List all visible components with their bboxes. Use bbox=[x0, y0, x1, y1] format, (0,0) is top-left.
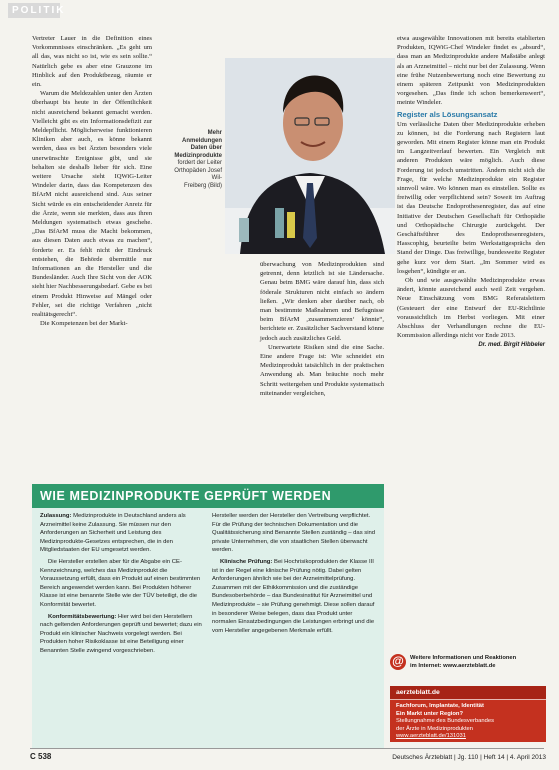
box-term: Konformitätsbewertung: bbox=[48, 613, 117, 620]
box-text: Medizinprodukte in Deutschland anders als Arzneimittel keine Zulassung. Sie müssen nur den Anforderungen an Sicherheit und Leistung des Medizinprodukte-Gesetzes entsprechen, die in den Mitgliedstaaten der EU umgesetzt werden. bbox=[40, 513, 186, 554]
paragraph: überwachung von Medizinprodukten sind getrennt, denn letztlich ist sie Ländersache. Genau beim BMG wäre darauf hin, dass sich föderale Strukturen nicht einfach so ändern ließen. „Wir denken aber darüber nach, ob man bestimmte Maßnahmen und Befugnisse beim BfArM ‚zusammenzieren‘ könnte“, berichtete er. Zusätzlicher Sachverstand könne jedoch auch zusätzliches Geld. bbox=[260, 261, 384, 342]
paragraph: Um verlässliche Daten über Medizinprodukte erheben zu können, ist die Forderung nach Registern laut geworden. Mit einem Register könne man ein Produkt im Langzeitverlauf bewerten. Ein Vergleich mit anderen Produkten wäre möglich. Auch diese Forderung ist jedoch umstritten. Ändern nicht sich die Frage, für welche Medizinprodukte ein Register sinnvoll wäre. Wo können man es einstellen. Sollte es freiwillig oder verpflichtend sein? Soweit im Auftrag ist das Deutsche Endoprothesenregister, das auf eine Initiative der Deutschen Gesellschaft für Orthopädie und Orthopädische Chirurgie zurückgeht. Der Geschäftsführer des Endoprothesenregisters, Hasscophig, beurteilte beim Werkstattgesprächs den Stand der Dinge. Das freiwillige, bundesweite Register gehe kurz vor dem Start. „Im Sommer wird es losgehen“, kündigte er an. bbox=[397, 120, 545, 275]
online-box-line: Fachforum, Implantate, Identität bbox=[396, 703, 484, 709]
caption-line: Medizinprodukte bbox=[174, 152, 222, 159]
online-hint-line: Weitere Informationen und Reaktionen bbox=[410, 655, 517, 661]
paragraph: Ob und wie ausgewählte Medizinprodukte erwas ändert, könnte ausreichend auch weil Zeit vergehen. Neue Einschätzung vom BMG Referatsleitern (Gesteuert der eine Entwurf der EU-Richtlinie voraussichtlich im Herbst vorliegen. Mit einer Abschluss der Verhandlungen rechne die EU-Kommission allerdings nicht vor Ende 2013. bbox=[397, 277, 545, 340]
box-paragraph bbox=[212, 512, 376, 555]
online-box-title: aerzteblatt.de bbox=[390, 686, 546, 700]
journal-footer: Deutsches Ärzteblatt | Jg. 110 | Heft 14 | 4. April 2013 bbox=[392, 754, 546, 761]
caption-line: Daten über bbox=[190, 145, 222, 151]
author-byline: Dr. med. Birgit Hibbeler bbox=[478, 341, 545, 348]
info-box-column-right bbox=[212, 512, 376, 635]
box-text: Hersteller werden der Hersteller den Vertreibung verpflichtet. Für die Prüfung der technischen Dokumentation und die Qualitätssicherung sind Benannte Stellen zuständig – das sind private Unternehmen, die von staatlichen Stellen überwacht werden. bbox=[212, 513, 376, 554]
online-hint[interactable] bbox=[410, 655, 546, 670]
box-paragraph bbox=[40, 558, 204, 610]
caption-line: Orthopäden Josef Wil- bbox=[174, 167, 222, 181]
section-tag: POLITIK bbox=[8, 3, 60, 18]
paragraph: Unerwartete Risiken sind die eine Sache. Eine andere Frage ist: Wie schneidet ein Medizinprodukt tatsächlich in der praktischen Anwendung ab. Man bräuchte noch mehr Schritt weitergehen und Produkte systematisch miteinander vergleichen, bbox=[260, 343, 384, 397]
info-box-column-left bbox=[40, 512, 204, 656]
article-column-2 bbox=[260, 260, 384, 398]
online-box bbox=[390, 686, 546, 742]
paragraph: Warum die Meldezahlen unter den Ärzten überhaupt bis heute in der Öffentlichkeit nicht ausreichend bekannt gemacht werden. Vielleicht gibt es ein Informationsdefizit zur Meldepflicht. Möglicherweise funktionieren Kliniken aber auch, es könne bekannt werden, dass es bei Ärzten besonders viele unerwünschte Ereignisse gibt, und sie behalten sie deshalb lieber für sich. Eine weitere Ursache sieht IQWiG-Leiter Windeler darin, dass das Kompetenzen des BfArM nicht ausreichend sind. Aus seiner Sicht würde es ein entscheidender Anreiz für die Ärzte, wenn sie merkten, dass aus ihren Meldungen systematisch etwas geschehe. „Das BfArM muss die Macht bekommen, aus diesen Daten auch etwas zu machen“, forderte er. Es fehlt nicht der Eindruck entstehen, die Behörde übermittle nur Informationen an die Hersteller und die Bundesländer. Auch Ihre Sicht von der AOK sieht hier Nachbesserungsbedarf. Gebe es bei einem Produkt Hinweise auf Mängel oder Fehler, sei die richtige Verfahren „nicht realitätsgerecht“. bbox=[32, 90, 152, 319]
box-term: Zulassung: bbox=[40, 513, 72, 519]
box-text: Die Hersteller erstellen aber für die Abgabe ein CE-Kennzeichnung, welches das Medizinprodukt die Voraussetzung erfüllt, dass ein Produkt auf einen bestimmten Bereich angewendet werden kann. Bei Produkten höherer Klasse ist eine benannte Stelle wie der TÜV beteiligt, die die Konformität bewertet. bbox=[40, 558, 201, 608]
caption-line: fordert der Leiter bbox=[177, 160, 222, 166]
box-paragraph bbox=[212, 558, 376, 635]
box-text: Bei Hochrisikoprodukten der Klasse III ist in der Regel eine klinische Prüfung nötig. Dabei gelten Anforderungen ähnlich wie bei der Arzneimittelprüfung. Zusammen mit der Ethikkommission und die zuständige Bundesoberbehörde – das Bundesinstitut für Arzneimittel und Medizinprodukte – sie Prüfung genehmigt. Diese sollen darauf in besonderer Weise belegen, dass das Produkt unter normalen Einsatzbedingungen die Leistungen erbringt und die vom Hersteller angegebenen Merkmale erfüllt. bbox=[212, 558, 375, 634]
online-box-line: Stellungnahme des Bundesverbandes bbox=[396, 718, 494, 724]
online-box-text bbox=[390, 700, 546, 744]
caption-line: Mehr Anmeldungen bbox=[182, 130, 222, 144]
article-column-1 bbox=[32, 34, 152, 329]
box-term: Klinische Prüfung: bbox=[220, 558, 273, 565]
portrait-illustration bbox=[225, 58, 395, 254]
paragraph: Die Kompetenzen bei der Markt- bbox=[40, 320, 128, 328]
article-column-3 bbox=[397, 34, 545, 350]
caption-line: Freiberg (Bild) bbox=[183, 182, 222, 189]
box-text: Hier wird bei den Herstellern nach geltenden Anforderungen geprüft und bewertet; dazu ein Produkt ein klinischer Nachweis vorgelegt werden. Bei Produkten hoher Risikoklasse ist eine Beteiligung einer Benannten Stelle zwingend vorgeschrieben. bbox=[40, 613, 202, 654]
paragraph: Vertreter Lauer in die Definition eines Vorkommnisses einschränken. „Es geht um all das, was nicht so ist, wie es sein sollte.“ Natürlich gebe es aber eine Grauzone im Hinblick auf den Produktbezug, räumte er ein. bbox=[32, 35, 152, 89]
box-paragraph bbox=[40, 613, 204, 656]
info-box-body bbox=[32, 512, 384, 748]
online-box-link[interactable]: www.aerzteblatt.de/131031 bbox=[396, 733, 466, 739]
online-hint-line: im Internet: www.aerzteblatt.de bbox=[410, 662, 496, 669]
footer-rule bbox=[30, 748, 544, 749]
online-box-line: Ein Markt unter Region? bbox=[396, 710, 463, 717]
page-number: C 538 bbox=[30, 752, 52, 761]
photo-caption bbox=[172, 130, 222, 190]
online-box-line: der Ärzte in Medizinprodukten bbox=[396, 725, 474, 732]
paragraph: etwa ausgewählte Innovationen mit bereits etablierten Produkten, IQWiG-Chef Windeler findet es „absurd“, dass man an Medizinprodukte andere Maßstäbe anlegt als an Arzneimittel – nicht nur bei der Zulassung. Wenn eine frühe Nutzenbewertung noch eine Bewertung zu einem späteren Zeitpunkt von Medizinprodukten vorgesehen. „Das finde ich schon bemerkenswert“, meinte Windeler. bbox=[397, 35, 545, 107]
info-box-title: WIE MEDIZINPRODUKTE GEPRÜFT WERDEN bbox=[32, 484, 384, 508]
portrait-photo bbox=[225, 58, 395, 254]
subheading: Register als Lösungsansatz bbox=[397, 109, 498, 119]
at-icon: @ bbox=[390, 654, 406, 670]
box-paragraph bbox=[40, 512, 204, 555]
